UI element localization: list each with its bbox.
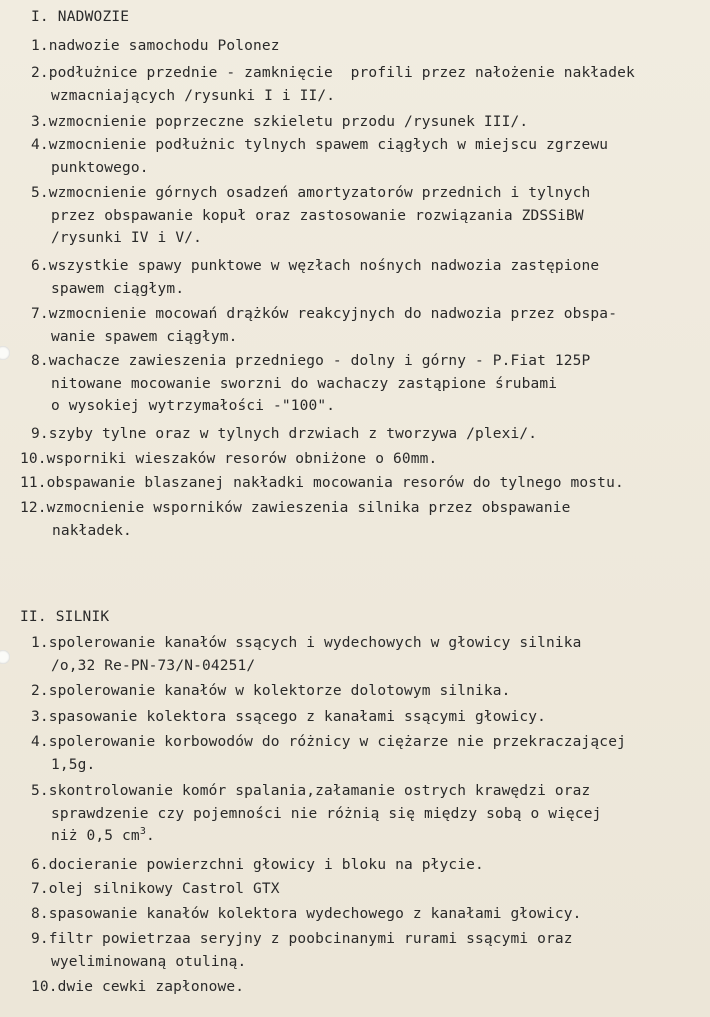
- list-item: [31, 35, 280, 58]
- item-number: 7.: [31, 881, 49, 897]
- item-number: 6.: [31, 258, 49, 274]
- item-text-continued: 1,5g.: [51, 756, 96, 773]
- item-number: 4.: [31, 137, 49, 153]
- item-number: 10.: [20, 451, 47, 467]
- list-item: [20, 472, 624, 495]
- item-number: 5.: [31, 783, 49, 799]
- item-number: 2.: [31, 65, 49, 81]
- item-text: podłużnice przednie - zamknięcie profili przez nałożenie nakładek: [48, 65, 635, 81]
- list-item: [20, 448, 437, 471]
- list-item: [31, 182, 590, 250]
- list-item: [31, 632, 582, 677]
- item-text: spasowanie kanałów kolektora wydechowego z kanałami głowicy.: [48, 906, 582, 922]
- item-number: 5.: [31, 185, 49, 201]
- list-item: [31, 680, 511, 703]
- item-text: wszystkie spawy punktowe w węzłach nośnych nadwozia zastępione: [48, 258, 600, 274]
- item-number: 9.: [31, 931, 49, 947]
- list-item: [31, 423, 537, 446]
- punch-hole: [0, 346, 10, 360]
- item-text: obspawanie blaszanej nakładki mocowania resorów do tylnego mostu.: [46, 475, 624, 491]
- item-number: 8.: [31, 353, 49, 369]
- punch-hole: [0, 650, 10, 664]
- item-text: wzmocnienie wsporników zawieszenia silnika przez obspawanie: [46, 500, 571, 516]
- item-number: 7.: [31, 306, 49, 322]
- list-item: [31, 854, 484, 877]
- item-text: wzmocnienie poprzeczne szkieletu przodu /rysunek III/.: [48, 114, 529, 130]
- section-heading: II. SILNIK: [20, 609, 110, 625]
- list-item: [20, 497, 571, 542]
- list-item: [31, 350, 590, 418]
- item-number: 1.: [31, 38, 49, 54]
- item-text: dwie cewki zapłonowe.: [57, 979, 245, 995]
- item-number: 8.: [31, 906, 49, 922]
- item-text: wsporniki wieszaków resorów obniżone o 60mm.: [46, 451, 438, 467]
- list-item: [31, 928, 573, 973]
- list-item: [31, 903, 582, 926]
- item-number: 11.: [20, 475, 47, 491]
- list-item: [31, 111, 528, 134]
- list-item: [31, 878, 280, 901]
- list-item: [31, 731, 626, 776]
- item-text: wzmocnienie mocowań drążków reakcyjnych do nadwozia przez obspa-: [48, 306, 618, 322]
- item-text: docieranie powierzchni głowicy i bloku na płycie.: [48, 857, 484, 873]
- item-text-continued: wzmacniających /rysunki I i II/.: [51, 87, 336, 104]
- item-text-continued: /rysunki IV i V/.: [51, 230, 202, 246]
- item-text: nadwozie samochodu Polonez: [48, 38, 280, 54]
- list-item: [31, 62, 635, 107]
- section-heading: I. NADWOZIE: [31, 9, 130, 25]
- item-number: 2.: [31, 683, 49, 699]
- item-text: spasowanie kolektora ssącego z kanałami ssącymi głowicy.: [48, 709, 547, 725]
- item-text: wachacze zawieszenia przedniego - dolny i górny - P.Fiat 125P: [48, 353, 591, 369]
- item-text-continued: przez obspawanie kopuł oraz zastosowanie rozwiązania ZDSSiBW: [51, 207, 584, 224]
- item-text-continued: sprawdzenie czy pojemności nie różnią się między sobą o więcej: [51, 805, 602, 822]
- item-text: wzmocnienie podłużnic tylnych spawem ciągłych w miejscu zgrzewu: [48, 137, 609, 153]
- item-number: 9.: [31, 426, 49, 442]
- item-text-continued: wyeliminowaną otuliną.: [51, 953, 247, 970]
- item-text-continued: wanie spawem ciągłym.: [51, 328, 238, 345]
- list-item: [31, 780, 602, 848]
- item-number: 1.: [31, 635, 49, 651]
- item-number: 12.: [20, 500, 47, 516]
- item-number: 6.: [31, 857, 49, 873]
- list-item: [31, 706, 546, 729]
- superscript: 3: [139, 826, 146, 837]
- item-text: spolerowanie korbowodów do różnicy w ciężarze nie przekraczającej: [48, 734, 626, 750]
- item-text: spolerowanie kanałów w kolektorze dolotowym silnika.: [48, 683, 511, 699]
- item-text-continued: nakładek.: [52, 522, 132, 539]
- item-text-continued: nitowane mocowanie sworzni do wachaczy zastąpione śrubami: [51, 375, 558, 392]
- list-item: [31, 255, 599, 300]
- item-text: olej silnikowy Castrol GTX: [48, 881, 280, 897]
- item-text: skontrolowanie komór spalania,załamanie ostrych krawędzi oraz: [48, 783, 591, 799]
- list-item: [31, 976, 244, 999]
- item-number: 10.: [31, 979, 58, 995]
- item-text-continued: punktowego.: [51, 159, 149, 176]
- item-text: szyby tylne oraz w tylnych drzwiach z tworzywa /plexi/.: [48, 426, 538, 442]
- item-text-continued: o wysokiej wytrzymałości -"100".: [51, 398, 336, 414]
- item-text-continued: [31, 825, 602, 848]
- list-item: [31, 134, 608, 179]
- item-number: 4.: [31, 734, 49, 750]
- item-number: 3.: [31, 709, 49, 725]
- item-text-continued: niż 0,5 cm: [51, 828, 140, 844]
- item-text: spolerowanie kanałów ssących i wydechowych w głowicy silnika: [48, 635, 582, 651]
- item-text: filtr powietrzaa seryjny z poobcinanymi rurami ssącymi oraz: [48, 931, 573, 947]
- item-number: 3.: [31, 114, 49, 130]
- item-text-continued: spawem ciągłym.: [51, 280, 185, 297]
- list-item: [31, 303, 617, 348]
- item-text-tail: .: [145, 828, 155, 844]
- item-text-continued: /o,32 Re-PN-73/N-04251/: [51, 657, 256, 674]
- item-text: wzmocnienie górnych osadzeń amortyzatorów przednich i tylnych: [48, 185, 591, 201]
